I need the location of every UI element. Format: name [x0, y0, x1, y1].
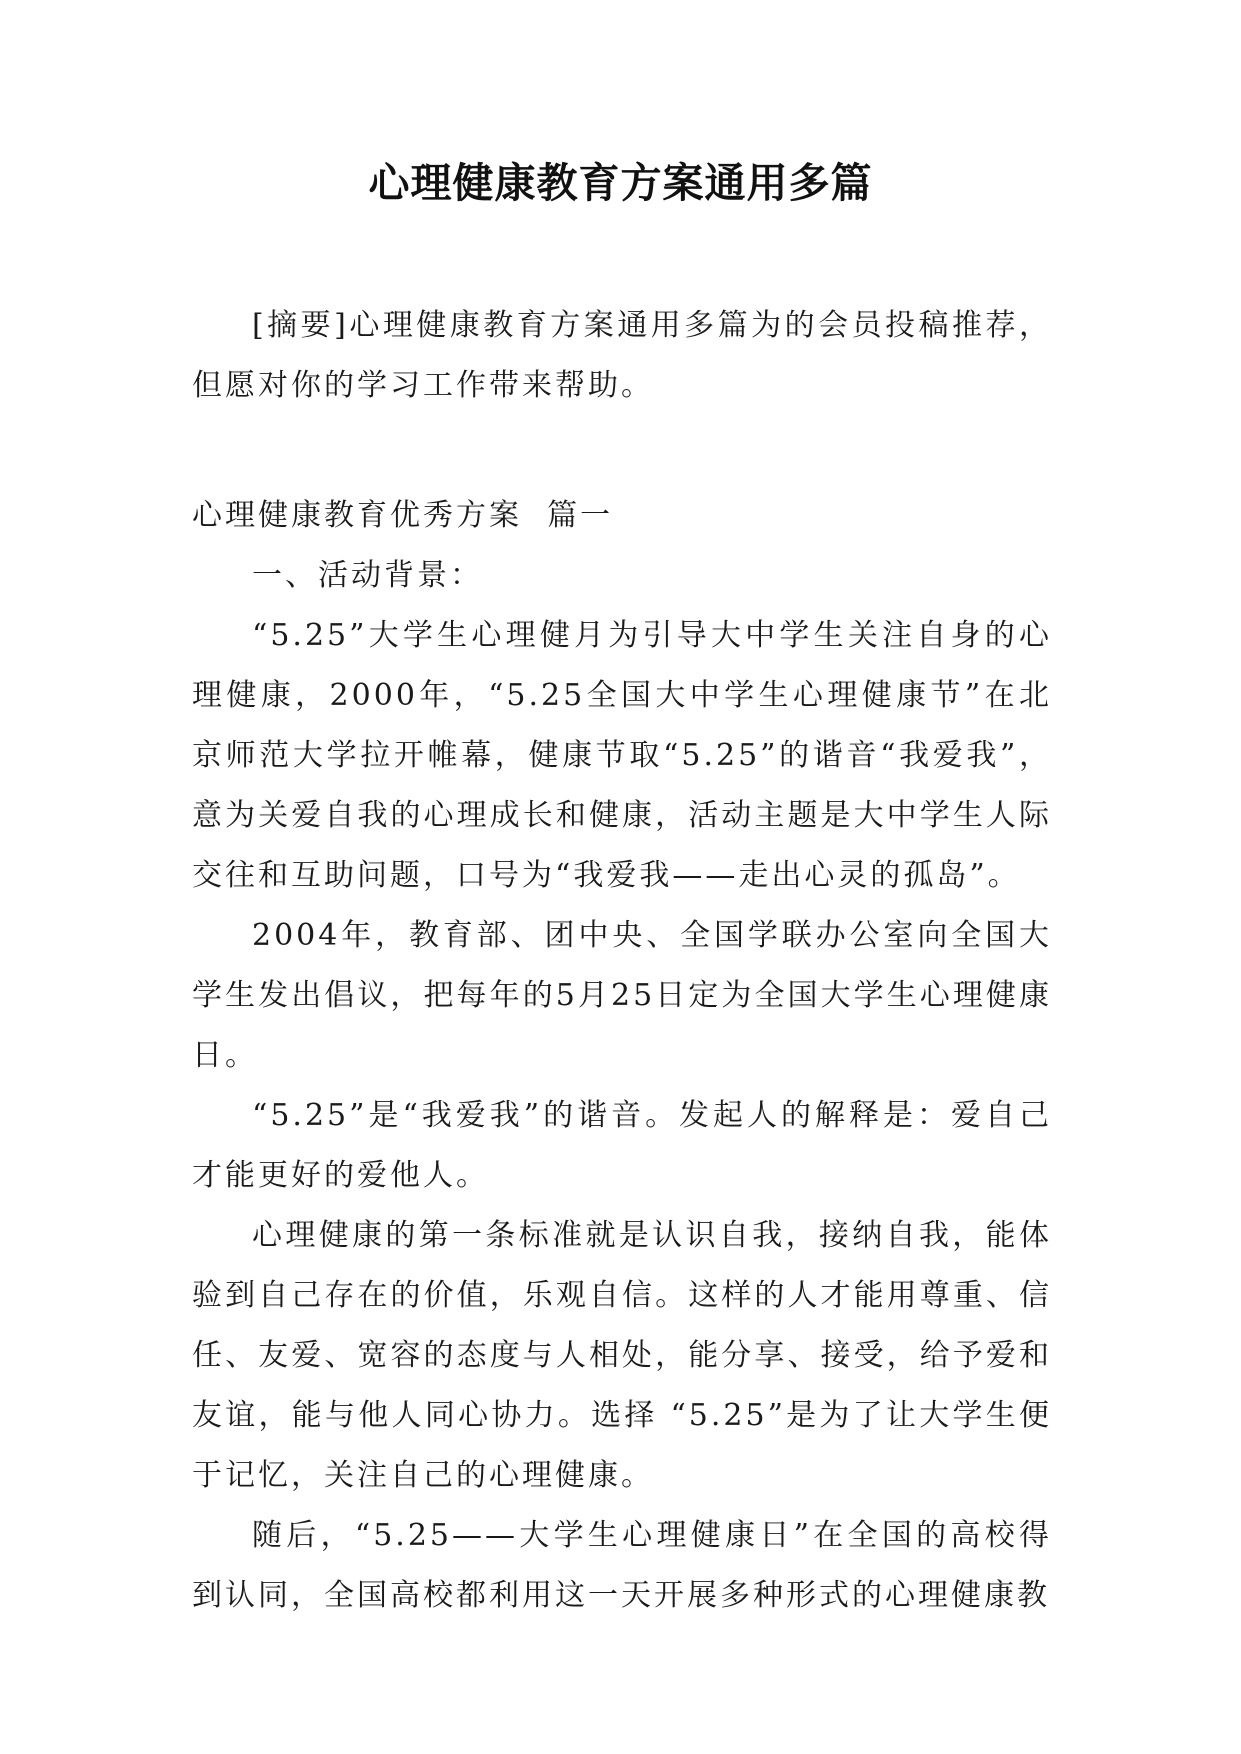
body-paragraph: 2004年，教育部、团中央、全国学联办公室向全国大学生发出倡议，把每年的5月25日定为全国大学生心理健康日。 — [192, 918, 1052, 1073]
section-heading: 心理健康教育优秀方案 篇一 — [192, 498, 614, 533]
body-paragraph: “5.25”大学生心理健月为引导大中学生关注自身的心理健康，2000年，“5.25全国大中学生心理健康节”在北京师范大学拉开帷幕，健康节取“5.25”的谐音“我爱我”，意为关爱自我的心理成长和健康，活动主题是大中学生人际交往和互助问题，口号为“我爱我——走出心灵的孤岛”。 — [192, 618, 1052, 893]
document-title: 心理健康教育方案通用多篇 — [368, 159, 873, 207]
abstract-paragraph: [摘要]心理健康教育方案通用多篇为的会员投稿推荐，但愿对你的学习工作带来帮助。 — [192, 308, 1052, 403]
body-paragraph: “5.25”是“我爱我”的谐音。发起人的解释是：爱自己才能更好的爱他人。 — [192, 1098, 1052, 1193]
body-paragraph: 一、活动背景： — [252, 558, 483, 593]
document-body — [192, 296, 1052, 1626]
body-paragraph: 心理健康的第一条标准就是认识自我，接纳自我，能体验到自己存在的价值，乐观自信。这样的人才能用尊重、信任、友爱、宽容的态度与人相处，能分享、接受，给予爱和友谊，能与他人同心协力。选择 “5.25”是为了让大学生便于记忆，关注自己的心理健康。 — [192, 1218, 1052, 1493]
body-paragraph: 随后，“5.25——大学生心理健康日”在全国的高校得到认同，全国高校都利用这一天开展多种形式的心理健康教 — [192, 1518, 1052, 1613]
